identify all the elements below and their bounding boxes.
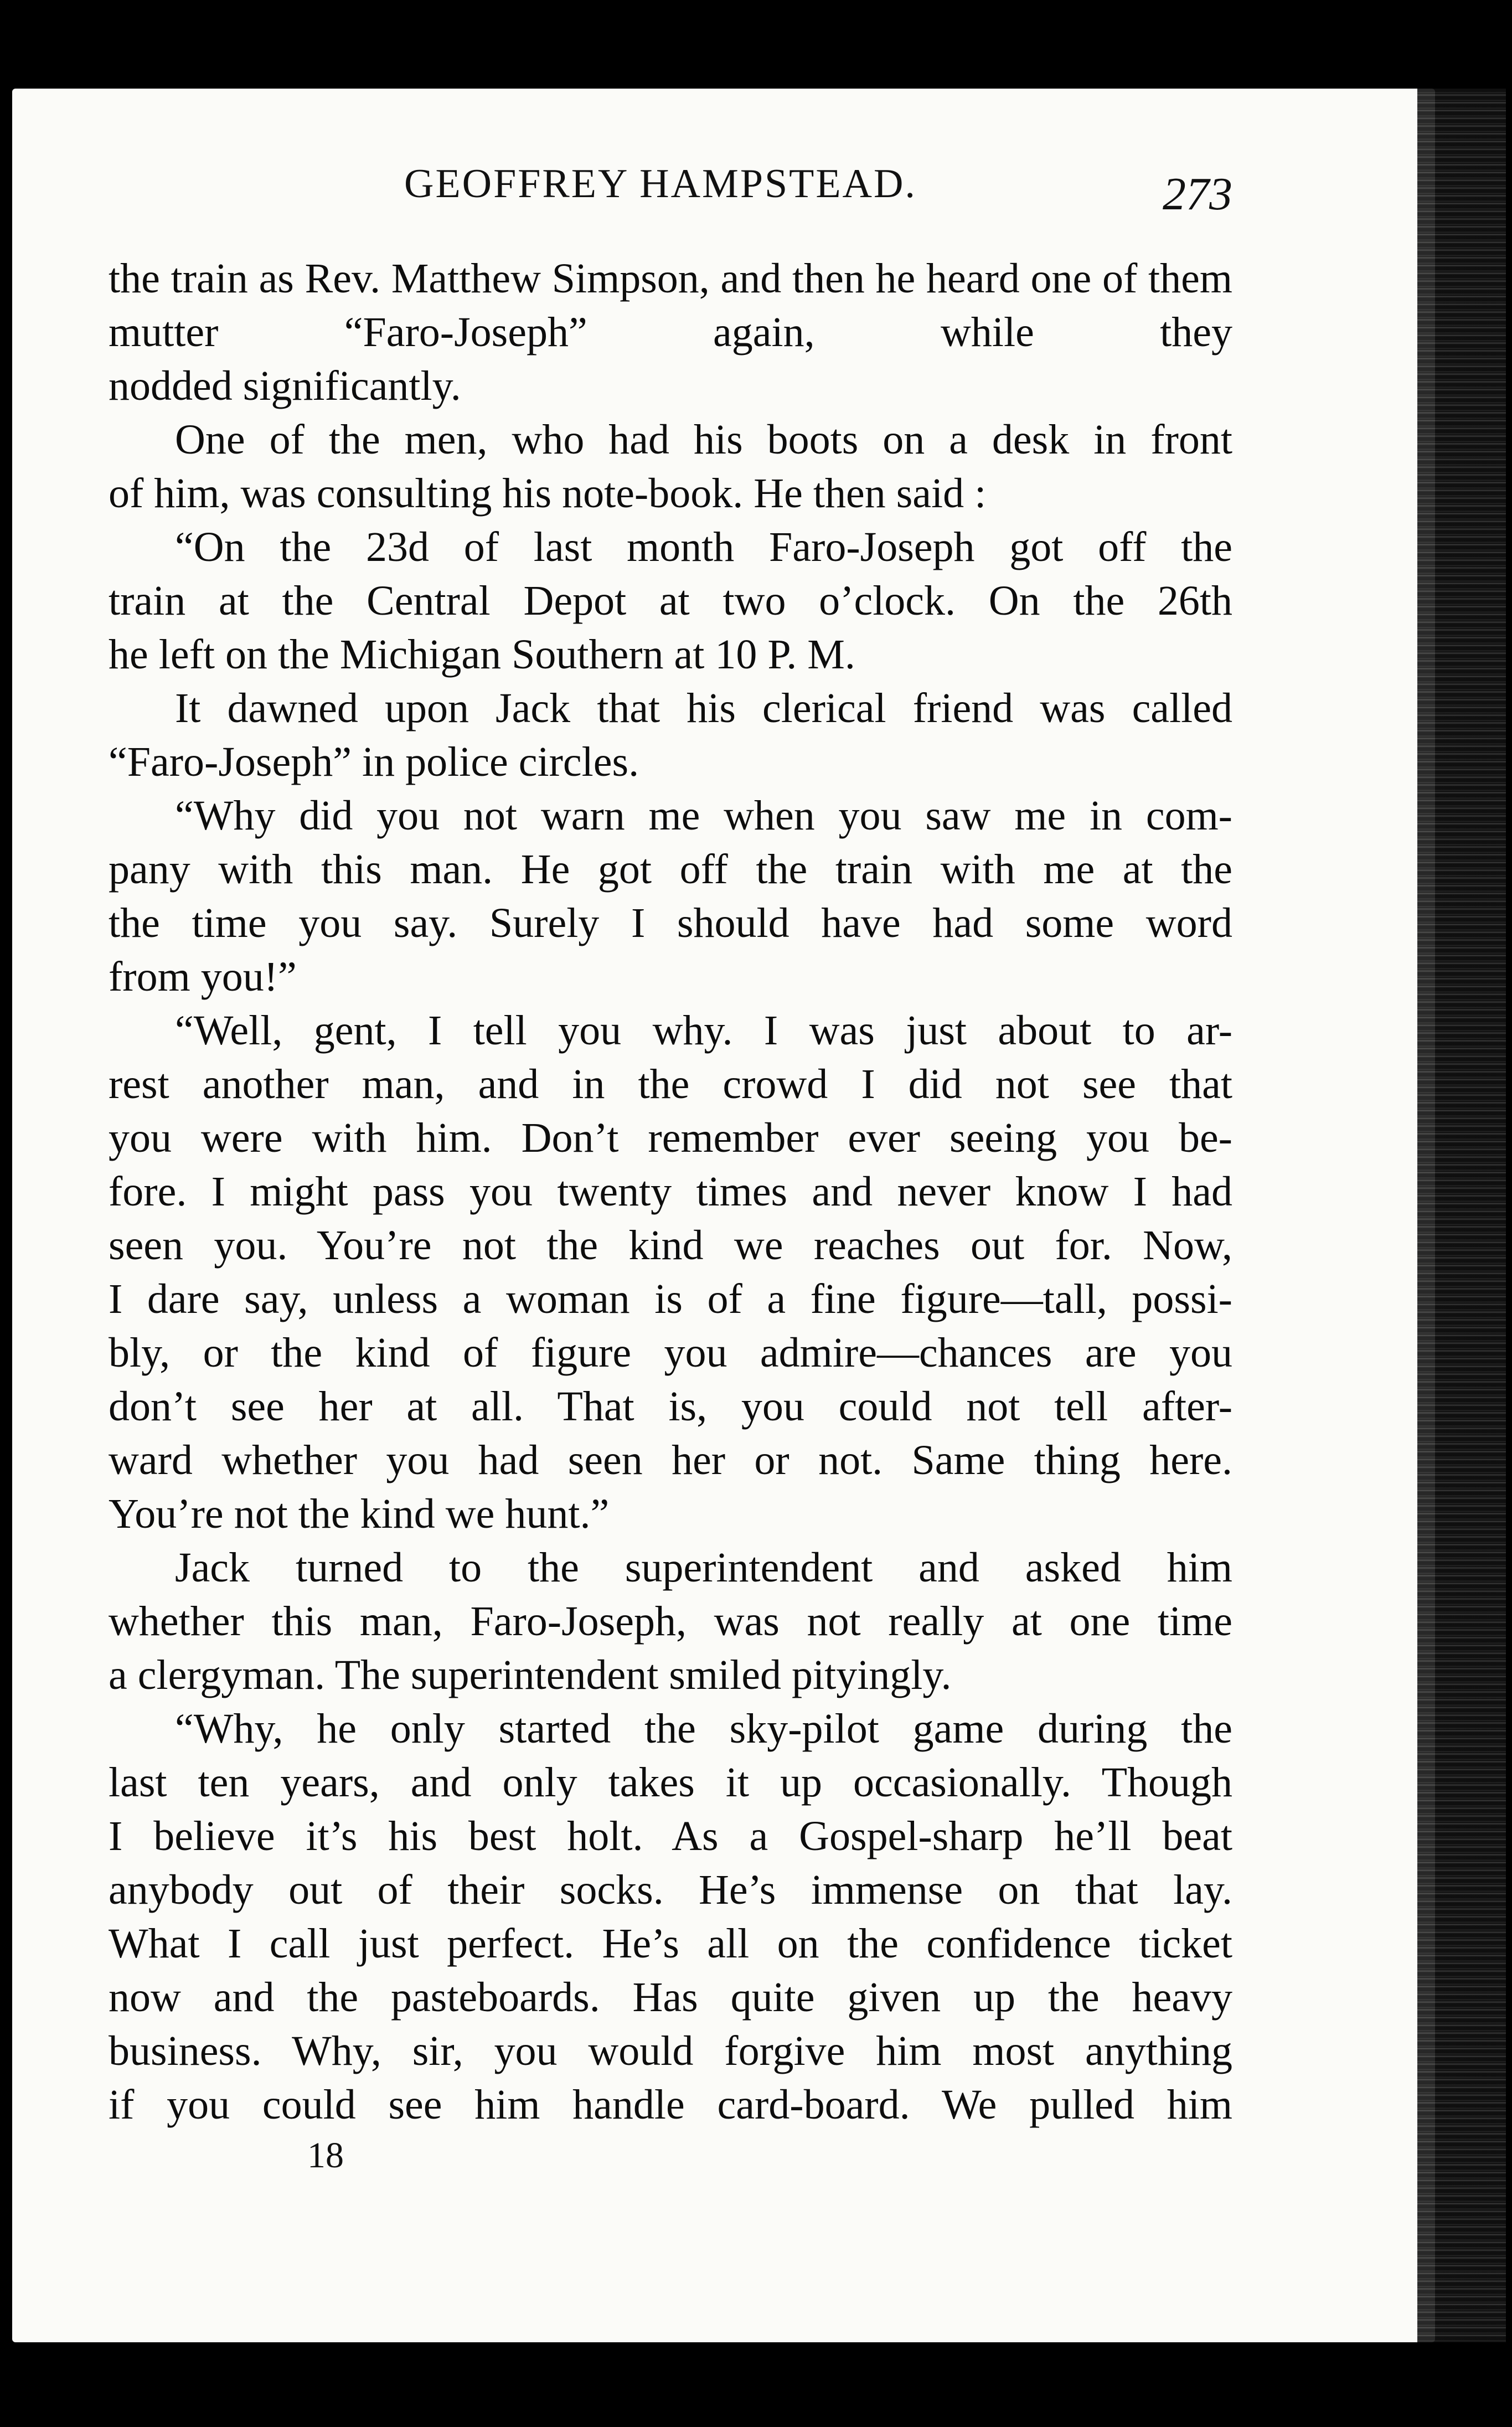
paragraph: [109, 1058, 1232, 1111]
text-line: now and the pasteboards. Has quite given up the heavy: [109, 1974, 1232, 2021]
paragraph: [109, 574, 1232, 628]
text-line: of him, was consulting his note-book. He then said :: [109, 470, 987, 517]
text-line: the time you say. Surely I should have had some word: [109, 900, 1232, 946]
paragraph: [109, 1004, 1232, 1058]
text-line: Jack turned to the superintendent and asked him: [175, 1544, 1232, 1591]
text-line: from you!”: [109, 954, 297, 1000]
text-line: whether this man, Faro-Joseph, was not really at one time: [109, 1598, 1232, 1645]
text-line: You’re not the kind we hunt.”: [109, 1491, 610, 1537]
text-line: if you could see him handle card-board. We pulled him: [109, 2081, 1232, 2128]
paragraph: [109, 1971, 1232, 2024]
text-line: don’t see her at all. That is, you could not tell after-: [109, 1383, 1232, 1430]
paragraph-end: [109, 1487, 1232, 1541]
text-line: the train as Rev. Matthew Simpson, and then he heard: [109, 255, 1020, 302]
page-number: 273: [1163, 168, 1232, 220]
paragraph: [109, 1863, 1232, 1917]
text-line: bly, or the kind of figure you admire—chances are you: [109, 1330, 1232, 1376]
paragraph: [109, 1702, 1232, 1756]
text-line: last ten years, and only takes it up occasionally. Though: [109, 1759, 1232, 1806]
paragraph: [109, 1165, 1232, 1219]
signature-mark: 18: [307, 2135, 344, 2176]
paragraph: [109, 1111, 1232, 1165]
paragraph: [109, 252, 1232, 359]
text-line: I believe it’s his best holt. As a Gospel-sharp he’ll beat: [109, 1813, 1232, 1859]
text-line: What I call just perfect. He’s all on the confidence ticket: [109, 1920, 1232, 1967]
paragraph: [109, 413, 1232, 467]
paragraph-end: [109, 950, 1232, 1004]
paragraph: [109, 1595, 1232, 1648]
text-line: “Well, gent, I tell you why. I was just about to ar-: [175, 1007, 1232, 1054]
paragraph: [109, 2078, 1232, 2132]
paragraph: [109, 521, 1232, 574]
paragraph: [109, 682, 1232, 735]
running-head-title: GEOFFREY HAMPSTEAD.: [404, 161, 917, 207]
paragraph: [109, 1272, 1232, 1326]
text-line: one of them mutter “Faro-Joseph” again, while they: [109, 255, 1232, 355]
running-head: [0, 155, 1512, 221]
text-line: a clergyman. The superintendent smiled pityingly.: [109, 1652, 952, 1698]
text-line: train at the Central Depot at two o’clock. On the 26th: [109, 578, 1232, 624]
text-line: It dawned upon Jack that his clerical friend was called: [175, 685, 1232, 731]
page-edge-shadow: [1417, 89, 1506, 2342]
paragraph: [109, 1541, 1232, 1595]
paragraph: [109, 1434, 1232, 1487]
paragraph-end: [109, 628, 1232, 682]
paragraph: [109, 896, 1232, 950]
paragraph-end: [109, 467, 1232, 521]
paragraph: [109, 1219, 1232, 1272]
text-line: I dare say, unless a woman is of a fine figure—tall, possi-: [109, 1276, 1232, 1322]
text-line: “Why, he only started the sky-pilot game during the: [175, 1705, 1232, 1752]
paragraph: [109, 1756, 1232, 1810]
text-line: he left on the Michigan Southern at 10 P. M.: [109, 631, 855, 678]
paragraph-end: [109, 735, 1232, 789]
paragraph: [109, 1326, 1232, 1380]
paragraph: [109, 843, 1232, 896]
text-line: One of the men, who had his boots on a desk in front: [175, 416, 1232, 463]
paragraph: [109, 789, 1232, 843]
text-line: you were with him. Don’t remember ever seeing you be-: [109, 1115, 1232, 1161]
paragraph: [109, 1917, 1232, 1971]
text-line: nodded significantly.: [109, 363, 461, 409]
text-line: ward whether you had seen her or not. Same thing here.: [109, 1437, 1232, 1483]
body-text: [109, 252, 1232, 2132]
paragraph-end: [109, 1648, 1232, 1702]
text-line: anybody out of their socks. He’s immense on that lay.: [109, 1867, 1232, 1913]
text-line: pany with this man. He got off the train with me at the: [109, 846, 1232, 893]
paragraph: [109, 1810, 1232, 1863]
paragraph: [109, 2024, 1232, 2078]
paragraph: [109, 1380, 1232, 1434]
text-line: seen you. You’re not the kind we reaches out for. Now,: [109, 1222, 1232, 1269]
text-line: “Faro-Joseph” in police circles.: [109, 739, 639, 785]
paragraph-end: [109, 359, 1232, 413]
text-line: “On the 23d of last month Faro-Joseph got off the: [175, 524, 1232, 570]
text-line: fore. I might pass you twenty times and never know I had: [109, 1168, 1232, 1215]
text-line: rest another man, and in the crowd I did not see that: [109, 1061, 1232, 1107]
text-line: “Why did you not warn me when you saw me in com-: [175, 792, 1232, 839]
text-line: business. Why, sir, you would forgive him most anything: [109, 2028, 1232, 2074]
